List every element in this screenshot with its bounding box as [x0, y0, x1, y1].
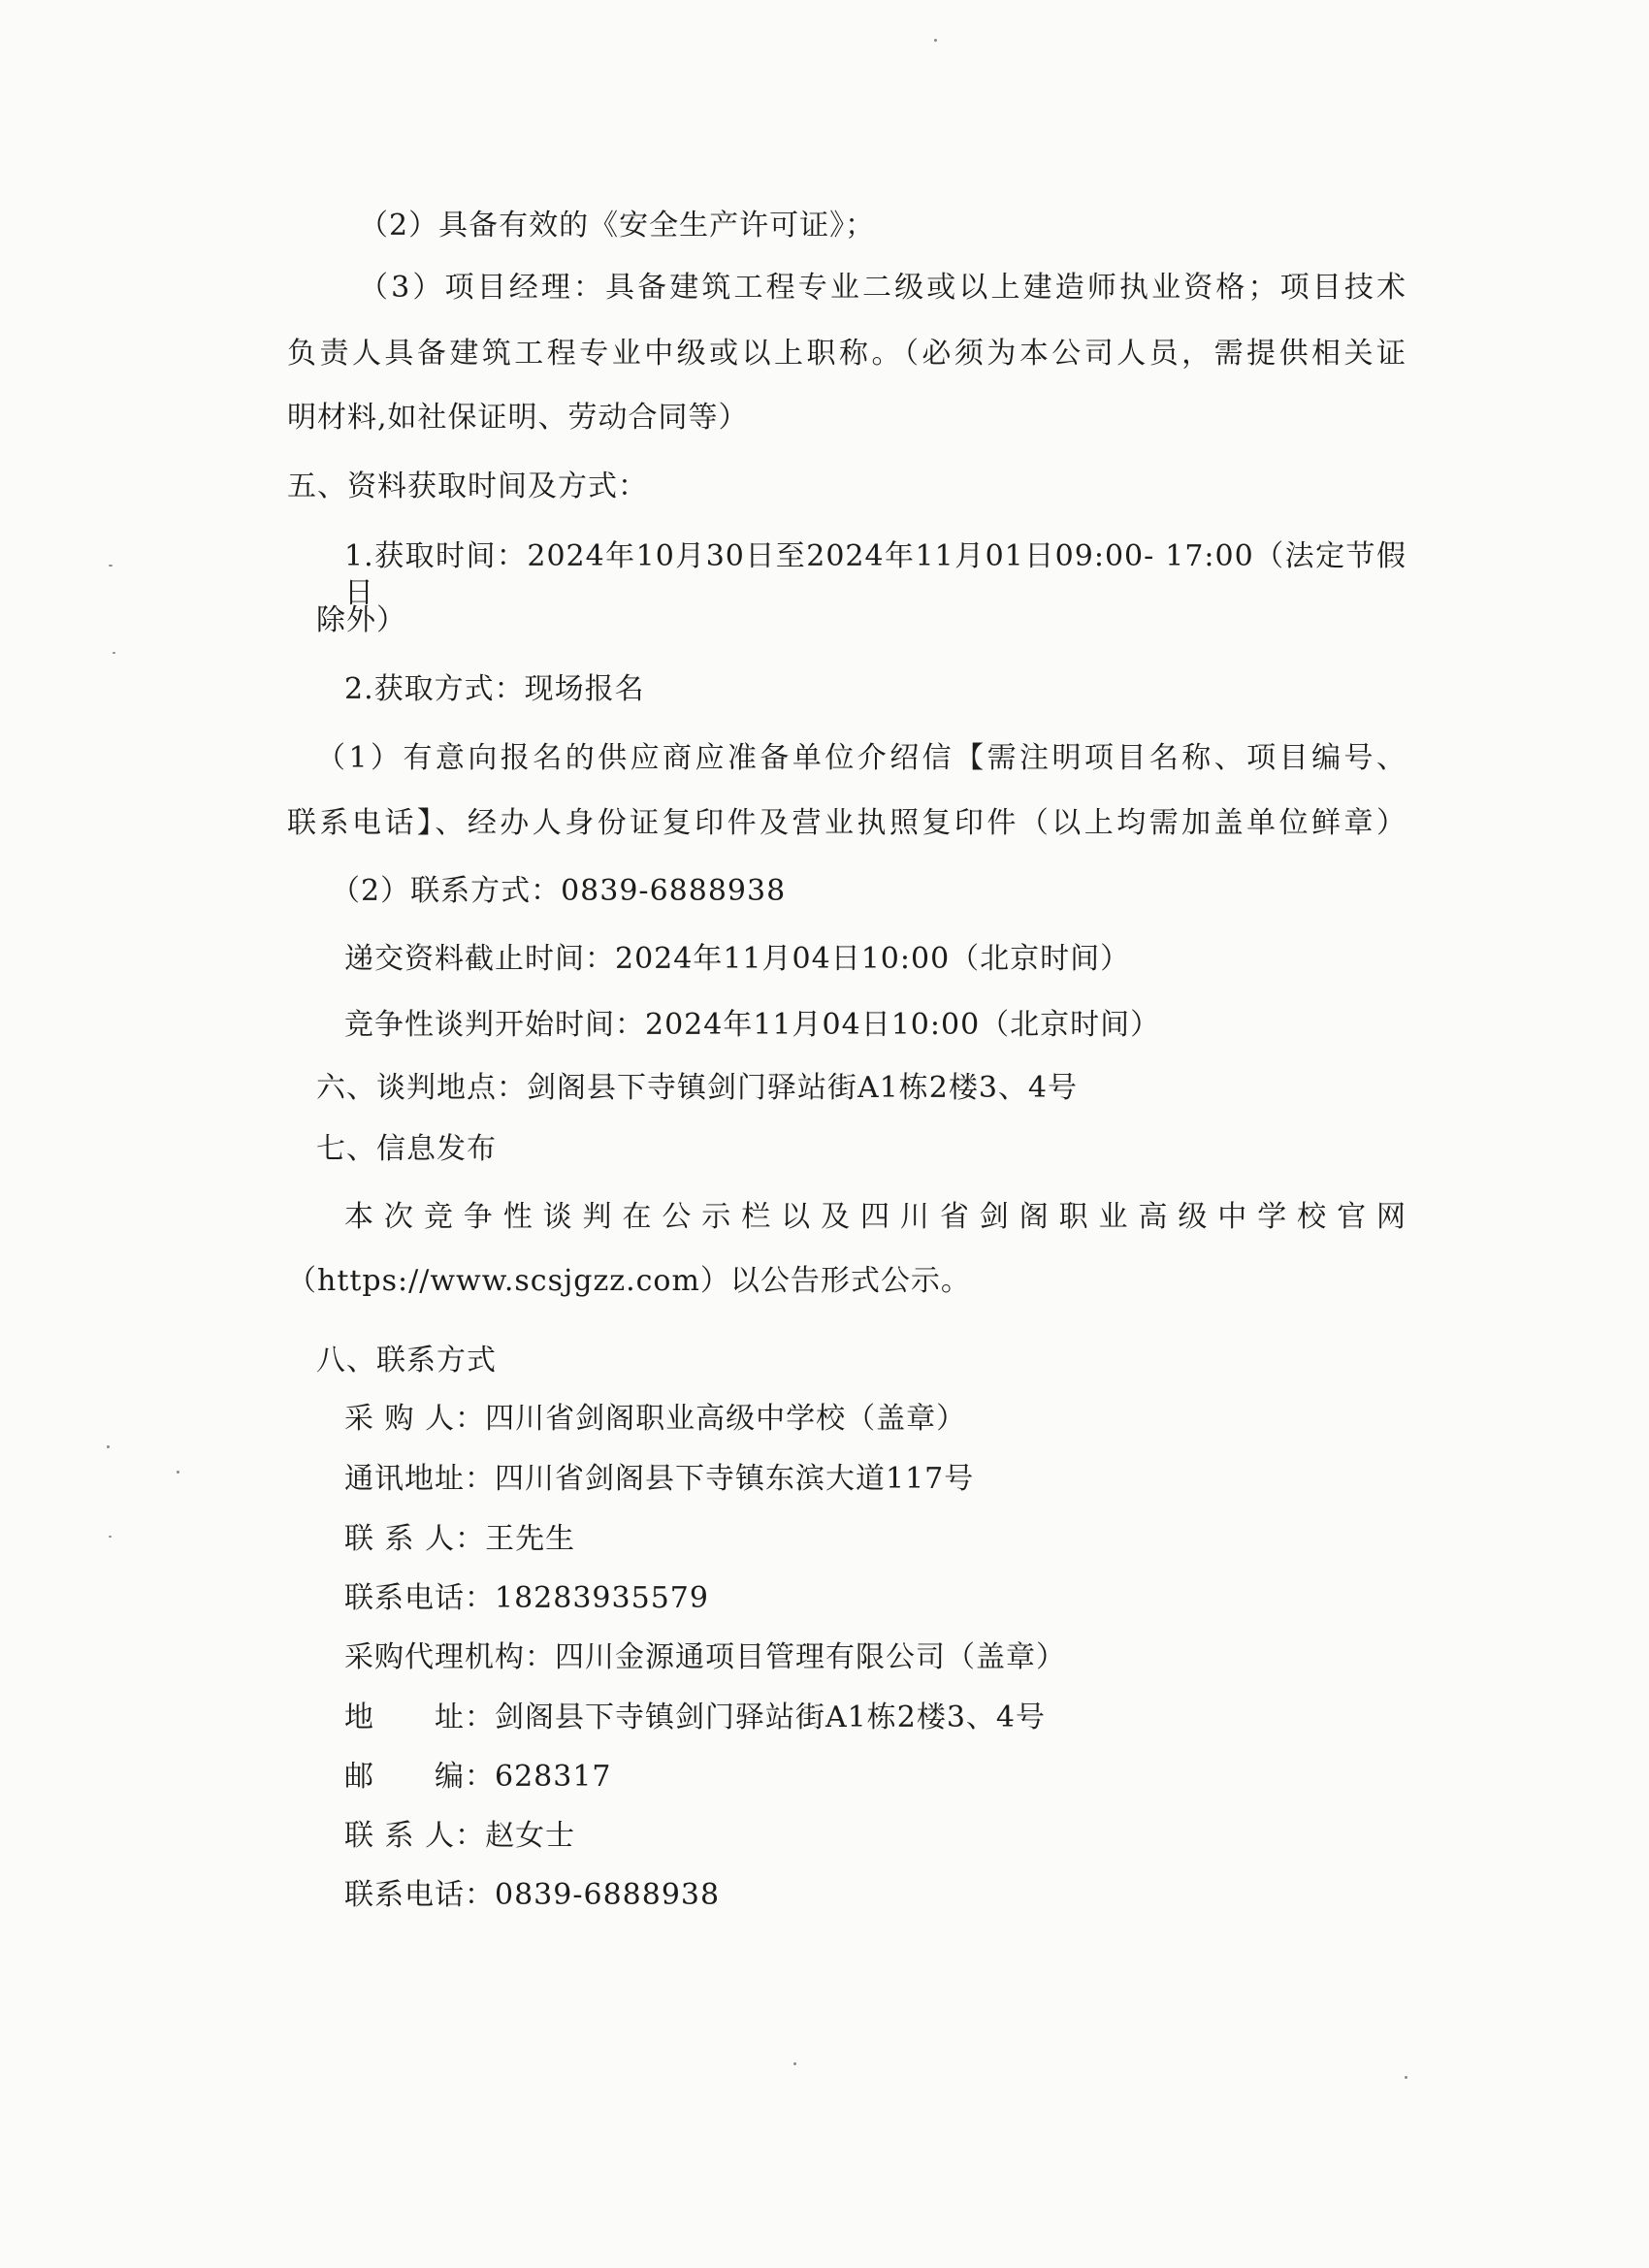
negotiation-start-time: 竞争性谈判开始时间：2024年11月04日10:00（北京时间）	[344, 1008, 1161, 1042]
requirement-item-3-line-1: （3）项目经理：具备建筑工程专业二级或以上建造师执业资格；项目技术	[359, 271, 1406, 305]
purchaser-address: 通讯地址：四川省剑阁县下寺镇东滨大道117号	[344, 1462, 975, 1496]
agency-contact-person: 联 系 人：赵女士	[344, 1819, 576, 1853]
scan-speck	[934, 39, 937, 42]
acquisition-method: 2.获取方式：现场报名	[344, 672, 645, 706]
acquisition-time-line-1: 1.获取时间：2024年10月30日至2024年11月01日09:00- 17:00（法定节假日	[344, 539, 1406, 610]
purchaser-phone: 联系电话：18283935579	[344, 1581, 709, 1615]
contact-method: （2）联系方式：0839-6888938	[331, 874, 787, 908]
agency-postcode: 邮 编：628317	[344, 1760, 612, 1794]
section-8-heading: 八、联系方式	[316, 1344, 497, 1377]
requirement-item-3-line-3: 明材料,如社保证明、劳动合同等）	[287, 401, 749, 435]
scan-speck	[109, 1536, 112, 1538]
registration-requirement-line-1: （1）有意向报名的供应商应准备单位介绍信【需注明项目名称、项目编号、	[316, 741, 1406, 775]
purchaser: 采 购 人：四川省剑阁职业高级中学校（盖章）	[344, 1402, 967, 1436]
registration-requirement-line-2: 联系电话】、经办人身份证复印件及营业执照复印件（以上均需加盖单位鲜章）	[287, 806, 1406, 840]
procurement-agency: 采购代理机构：四川金源通项目管理有限公司（盖章）	[344, 1640, 1066, 1674]
section-7-heading: 七、信息发布	[316, 1132, 497, 1166]
section-6-negotiation-location: 六、谈判地点：剑阁县下寺镇剑门驿站街A1栋2楼3、4号	[316, 1071, 1079, 1105]
requirement-item-2: （2）具备有效的《安全生产许可证》；	[359, 209, 876, 243]
requirement-item-3-line-2: 负责人具备建筑工程专业中级或以上职称。（必须为本公司人员，需提供相关证	[287, 337, 1406, 371]
scan-speck	[793, 2062, 796, 2065]
scan-speck	[109, 565, 113, 567]
publication-line-2: （https://www.scsjgzz.com）以公告形式公示。	[287, 1264, 971, 1298]
agency-address: 地 址：剑阁县下寺镇剑门驿站街A1栋2楼3、4号	[344, 1701, 1047, 1734]
purchaser-contact-person: 联 系 人：王先生	[344, 1522, 576, 1556]
acquisition-time-line-2: 除外）	[316, 603, 406, 637]
agency-phone: 联系电话：0839-6888938	[344, 1878, 721, 1912]
submission-deadline: 递交资料截止时间：2024年11月04日10:00（北京时间）	[344, 942, 1131, 976]
publication-line-1: 本次竞争性谈判在公示栏以及四川省剑阁职业高级中学校官网	[344, 1200, 1406, 1234]
scan-speck	[177, 1471, 179, 1474]
section-5-heading: 五、资料获取时间及方式：	[287, 470, 648, 503]
scan-speck	[107, 1445, 110, 1448]
scan-speck	[1405, 2076, 1407, 2079]
scan-speck	[113, 652, 115, 654]
